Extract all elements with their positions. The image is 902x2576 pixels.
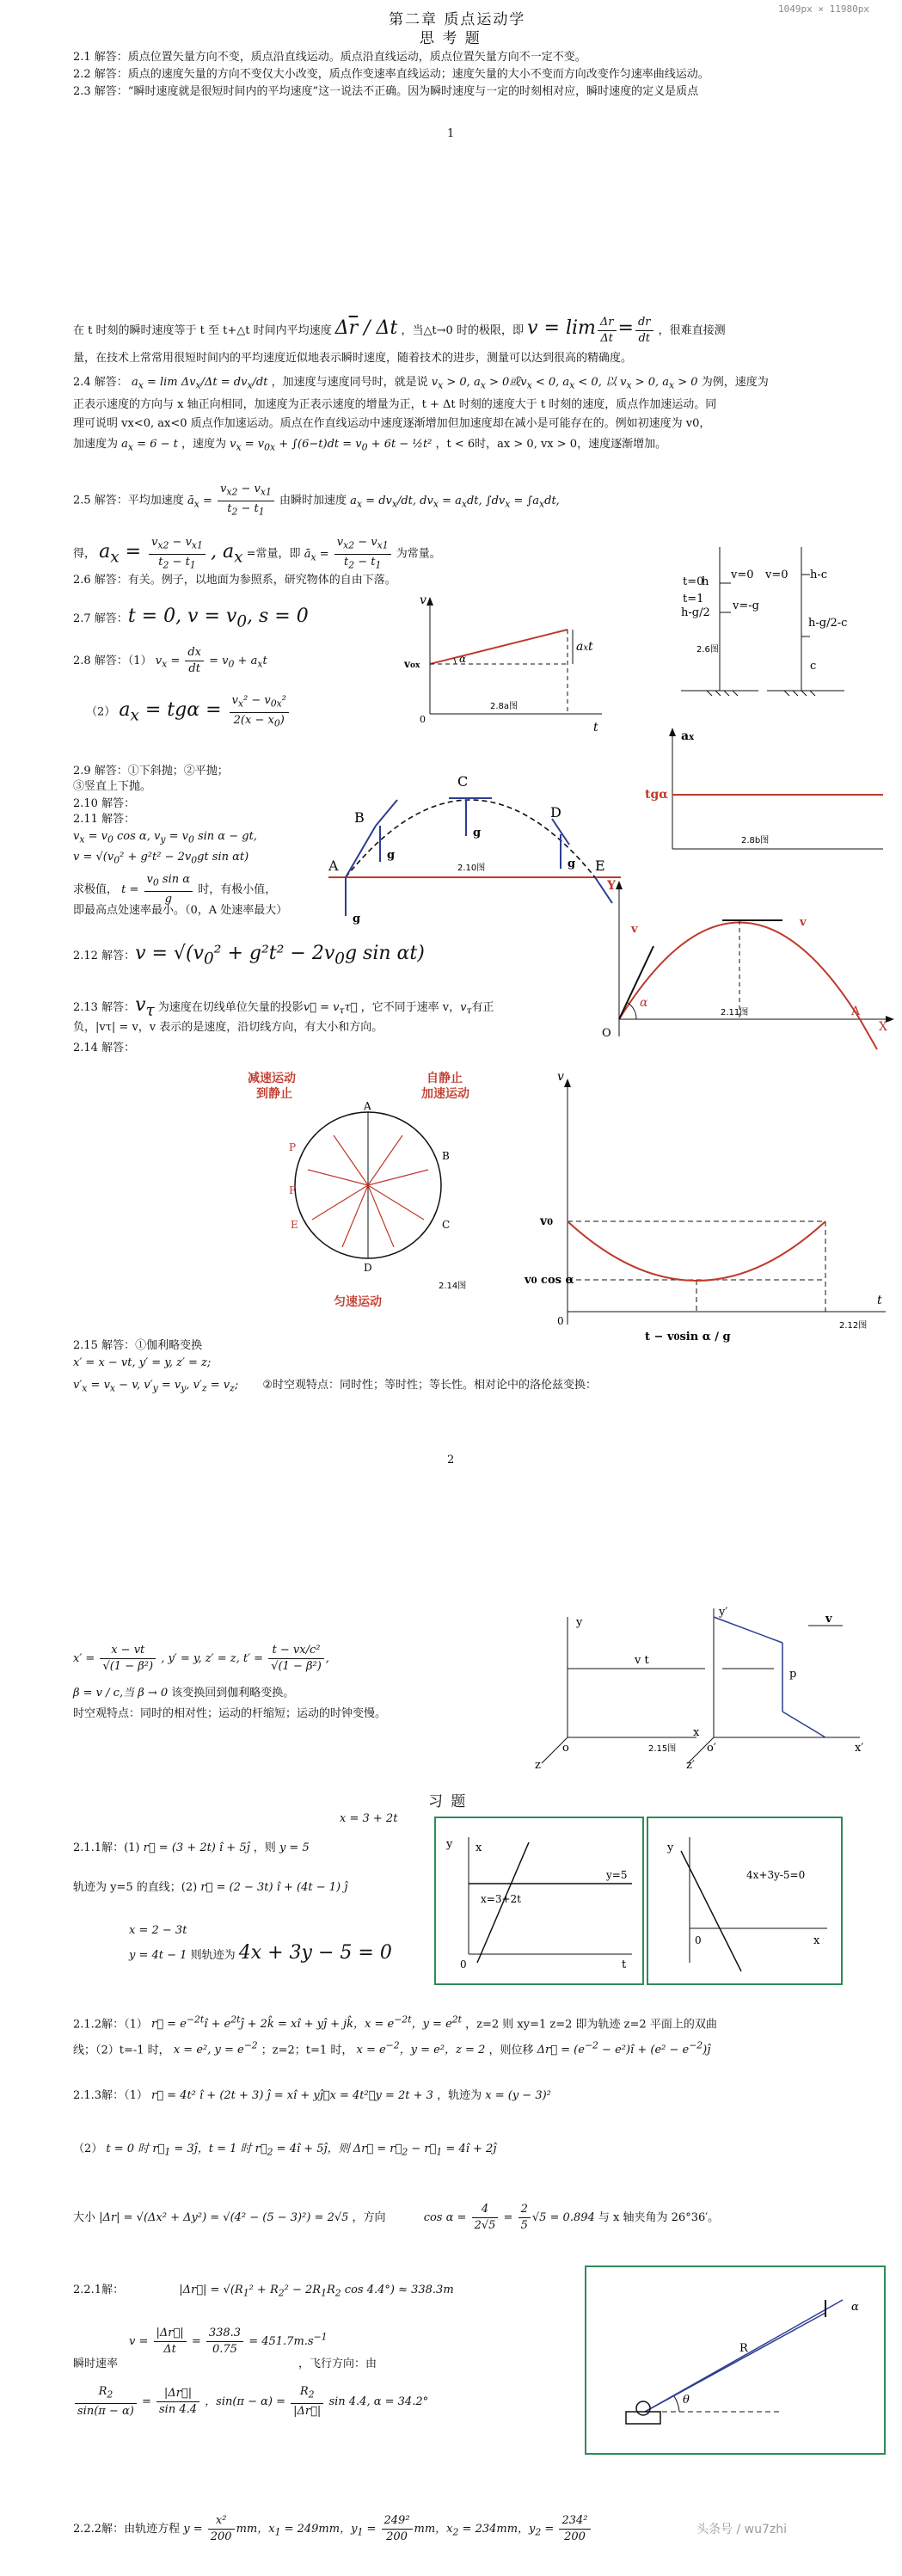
galilean-eq2: $v'_x = v_x - v$, $v'_y = v_y$, $v'_z = v_z$; ②时空观特点：同时性；等时性；等长性。相对论中的洛伦兹变换： — [73, 1379, 598, 1394]
svg-text:t: t — [593, 721, 598, 735]
svg-text:v0 cos α: v0 cos α — [525, 1274, 574, 1287]
svg-text:y=5: y=5 — [606, 1869, 628, 1881]
svg-text:4x+3y-5=0: 4x+3y-5=0 — [746, 1869, 806, 1881]
ex-2-2-1: 2.2.1解： |Δr⃗| = $√(R_1^2 + R_2^2 - 2R_1R_2$ cos 4.4°) ≈ 338.3m — [73, 2284, 454, 2299]
answer-2-3: 2.3 解答：“瞬时速度就是很短时间内的平均速度”这一说法不正确。因为瞬时速度与一定的时刻相对应，瞬时速度的定义是质点 — [73, 85, 699, 98]
svg-text:匀速运动: 匀速运动 — [334, 1295, 382, 1309]
figure-2-6 — [672, 540, 887, 704]
ex-2-1-1-x: x = 3 + 2t — [340, 1812, 398, 1825]
fig26-caption: 2.6图 — [696, 645, 719, 655]
answer-2-3-line2: 量，在技术上常常用很短时间内的平均速度近似地表示瞬时速度，随着技术的进步，测量可以达到很高的精确度。 — [73, 352, 633, 365]
ex-2-1-3-c: 大小 |Δr| = √(Δx² + Δy²) = √(4² − (5 − 3)²) = 2√5 ，方向 cos α = $\frac{4}{2√5}$ = $\frac{2}{5}$ √5 = 0.894 与 x 轴夹角为 26°36′。 — [73, 2203, 720, 2232]
answer-2-11-extremum: 求极值， t = $\frac{v_0 \sin \alpha}{g}$ 时，有极小值， — [73, 873, 277, 906]
answer-2-4-line3: 理可说明 vx<0, ax<0 质点作加速运动。质点在作直线运动中速度逐渐增加但加速度却在减小是可能存在的。例如初速度为 v0， — [73, 417, 711, 430]
ex-2-2-2: 2.2.2解：由轨迹方程 y = $\frac{\text{x²}}{200}$ mm，$x_1 = 249mm$，$y_1$ = $\frac{\text{249²}}{200}$ mm，$x_2 = 234mm$，$y_2$ = $\frac{\text{234²}}{200}$ — [73, 2513, 592, 2545]
svg-text:x=3+2t: x=3+2t — [481, 1893, 521, 1905]
svg-text:E: E — [595, 858, 605, 874]
answer-2-10: 2.10 解答： — [73, 797, 136, 810]
fig215-caption: 2.15图 — [648, 1744, 677, 1754]
svg-text:A: A — [364, 1100, 371, 1112]
answer-2-4-line2: 正表示速度的方向与 x 轴正向相同，加速度为正表示速度的增量为正，t + Δt 时刻的速度大于 t 时刻的速度，质点作加速运动。同 — [73, 398, 717, 411]
figure-2-11 — [602, 877, 894, 1049]
svg-text:x: x — [693, 1726, 700, 1739]
galilean-eq1: x′ = x − vt, y′ = y, z′ = z; — [73, 1356, 212, 1369]
svg-text:g: g — [568, 858, 576, 870]
svg-text:g: g — [387, 849, 396, 862]
answer-2-8-2: （2） $a_x = tg\alpha$ = $\frac{v_x^2 - v_{0x}^2}{2(x - x_0)}$ — [86, 693, 291, 731]
ex-2-1-1-y2: y = 4t − 1 则轨迹为 4x + 3y − 5 = 0 — [129, 1942, 392, 1964]
svg-text:tgα: tgα — [645, 788, 669, 802]
ex-2-1-3-b: （2） t = 0 时 $r⃗_1$ = 3ĵ，t = 1 时 $r⃗_2$ = 4î + 5ĵ，则 Δr⃗ = $r⃗_2$ − $r⃗_1$ = 4î + 2ĵ — [73, 2143, 497, 2158]
exercises-title: 习 题 — [428, 1793, 468, 1811]
size-badge: 1049px × 11980px — [778, 3, 869, 15]
figure-2-10 — [328, 774, 621, 963]
svg-text:v: v — [800, 916, 807, 929]
answer-2-4: 2.4 解答： $a_x = \lim \Delta v_x/\Delta t = dv_x/dt$ ，加速度与速度同号时，就是说 $v_x > 0$, $a_x > 0$或$v_x < 0$, $a_x < 0$, 以 $v_x > 0$, $a_x > 0$ 为例，速度为 — [73, 376, 769, 391]
fig26-vg: v=-g — [733, 599, 759, 612]
answer-2-2: 2.2 解答：质点的速度矢量的方向不变仅大小改变，质点作变速率直线运动；速度矢量的大小不变而方向改变作匀速率曲线运动。 — [73, 68, 709, 81]
svg-text:y: y — [446, 1838, 453, 1851]
svg-text:o′: o′ — [707, 1742, 716, 1755]
svg-text:0: 0 — [557, 1315, 564, 1327]
fig26-hg2: h-g/2 — [681, 606, 710, 619]
answer-2-5-line2: 得， $a_x$ = $\frac{v_{x2} - v_{x1}}{t_2 - t_1}$ , $a_x$ =常量，即 $ā_x$ = $\frac{v_{x2} - v_{x1}}{t_2 - t_1}$ 为常量。 — [73, 536, 441, 571]
answer-2-11-eq2: $v = √(v_0^2 + g^2t^2 - 2v_0gt$ sin αt) — [73, 851, 249, 866]
svg-text:Y: Y — [607, 879, 616, 893]
fig26-c: c — [810, 660, 817, 673]
svg-text:α: α — [640, 996, 648, 1010]
figure-2-12 — [525, 1067, 894, 1350]
fig26-hg2c: h-g/2-c — [808, 617, 848, 630]
svg-text:O: O — [602, 1027, 611, 1040]
fig26-h: h — [702, 575, 709, 588]
ex-2-1-1-b: 轨迹为 y=5 的直线；(2) r⃗ = (2 − 3t) î + (4t − 1) ĵ — [73, 1881, 348, 1894]
svg-text:v: v — [420, 593, 426, 607]
svg-text:v: v — [825, 1613, 832, 1626]
ex-2-1-3: 2.1.3解：（1） r⃗ = 4t² î + (2t + 3) ĵ = xî + yĵ，x = 4t²，y = 2t + 3 ，轨迹为 x = (y − 3)² — [73, 2089, 551, 2102]
svg-text:g: g — [353, 913, 361, 925]
svg-text:y: y — [667, 1841, 674, 1854]
svg-text:z′: z′ — [686, 1759, 695, 1772]
ex-2-1-2: 2.1.2解：（1） r⃗ = $e^{-2t}î$ + $e^{2t}ĵ$ + 2k̂ = xî + yĵ + jk̂，$x = e^{-2t}$，$y = e^{2t}$ ，z=2 则 xy=1 z=2 即为轨迹 z=2 平面上的双曲 — [73, 2014, 717, 2032]
svg-text:g: g — [473, 827, 482, 839]
svg-text:v t: v t — [635, 1654, 649, 1667]
ex-2-1-1: 2.1.1解：(1) r⃗ = (3 + 2t) î + 5ĵ ，则 y = 5 — [73, 1841, 310, 1854]
svg-text:t: t — [622, 1958, 627, 1971]
answer-2-14: 2.14 解答： — [73, 1042, 136, 1054]
chapter-title: 第二章 质点运动学 — [389, 11, 526, 28]
svg-text:axt: axt — [576, 640, 593, 654]
page-number-2: 2 — [447, 1454, 455, 1466]
svg-text:0: 0 — [695, 1934, 702, 1946]
svg-text:x: x — [476, 1841, 482, 1854]
svg-text:F: F — [289, 1184, 297, 1196]
figure-2-15 — [516, 1600, 886, 1772]
svg-text:R: R — [739, 2342, 748, 2355]
answer-2-7: 2.7 解答：t = 0, $v = v_0$, s = 0 — [73, 606, 309, 631]
figure-ex-2-1-1b — [647, 1817, 843, 1985]
answer-2-4-line4: 加速度为 $a_x = 6 - t$ ，速度为 $v_x = v_{0x} + \int(6-t)dt = v_0 + 6t$ − ½t² ，t < 6时，ax > 0, vx > 0，速度逐渐增加。 — [73, 438, 667, 453]
answer-2-6: 2.6 解答：有关。例子，以地面为参照系，研究物体的自由下落。 — [73, 574, 396, 587]
svg-text:o: o — [562, 1742, 569, 1755]
svg-text:y′: y′ — [719, 1606, 728, 1619]
answer-2-8: 2.8 解答：（1） $v_x$ = $\frac{dx}{dt}$ = $v_0 + a_xt$ — [73, 646, 267, 675]
svg-text:t − v0sin α / g: t − v0sin α / g — [645, 1331, 731, 1343]
answer-2-13: 2.13 解答：$v_\tau$ 为速度在切线单位矢量的投影v⃗ = $v_\tau\tau⃗$ ，它不同于速率 v，$v_\tau$有正 — [73, 994, 494, 1020]
answer-2-11: 2.11 解答： — [73, 813, 136, 826]
svg-text:A: A — [851, 1005, 861, 1018]
figure-ex-2-1-1a — [434, 1817, 644, 1985]
answer-2-3-cont: 在 t 时刻的瞬时速度等于 t 至 t+△t 时间内平均速度 $\Delta\overline{r}$ / Δt ，当△t→0 时的极限，即 v = lim $\frac{\Delta r}{\Delta t}$ = $\frac{dr}{dt}$ ，很难直接测 — [73, 316, 726, 345]
fig28a-caption: 2.8a图 — [490, 702, 518, 711]
svg-text:0: 0 — [420, 714, 426, 725]
svg-text:加速运动: 加速运动 — [421, 1087, 469, 1101]
svg-text:自静止: 自静止 — [426, 1072, 463, 1085]
answer-2-11-conclusion: 即最高点处速率最小。（0，A 处速率最大） — [73, 904, 288, 917]
svg-text:D: D — [364, 1262, 372, 1274]
figure-2-8a — [404, 593, 636, 735]
svg-text:P: P — [289, 1141, 297, 1153]
fig28b-caption: 2.8b图 — [741, 836, 770, 845]
svg-text:X: X — [879, 1020, 887, 1034]
ex-2-1-2-b: 线；（2）t=-1 时， x = e², $y = e^{-2}$ ；z=2；t=1 时， $x = e^{-2}$，y = e²，z = 2 ，则位移 Δr⃗ = ($e^{-2}$ − e²)î + $(e^2 - e^{-2})ĵ$ — [73, 2040, 711, 2057]
figure-2-8b — [647, 724, 896, 862]
ex-2-2-1-speed: 瞬时速率 ，飞行方向：由 — [73, 2358, 377, 2370]
svg-text:ax: ax — [681, 729, 695, 743]
figure-ex-2-2-1 — [585, 2266, 886, 2455]
svg-text:α: α — [851, 2301, 859, 2314]
fig212-caption: 2.12图 — [839, 1321, 868, 1331]
svg-text:x: x — [813, 1934, 820, 1947]
svg-text:B: B — [354, 809, 365, 826]
svg-text:0: 0 — [460, 1958, 467, 1970]
svg-text:减速运动: 减速运动 — [248, 1072, 296, 1085]
relativity-spacetime: 时空观特点：同时的相对性；运动的杆缩短；运动的时钟变慢。 — [73, 1707, 387, 1720]
answer-2-9-2: ③竖直上下抛。 — [73, 780, 152, 793]
ex-2-1-1-x2: x = 2 − 3t — [129, 1924, 187, 1937]
svg-text:α: α — [459, 653, 467, 665]
svg-text:C: C — [442, 1219, 451, 1231]
fig26-v00: v=0 — [765, 569, 788, 581]
svg-text:z: z — [535, 1759, 541, 1772]
watermark: 头条号 / wu7zhi — [696, 2523, 787, 2536]
fig26-hmc: h-c — [810, 569, 828, 581]
svg-text:x′: x′ — [855, 1742, 864, 1755]
answer-2-13-line2: 负，|vτ| = v，v 表示的是速度，沿切线方向，有大小和方向。 — [73, 1021, 384, 1034]
answer-2-9: 2.9 解答：①下斜抛；②平抛； — [73, 765, 229, 778]
svg-text:到静止: 到静止 — [256, 1087, 292, 1101]
answer-2-12: 2.12 解答：$v = √(v_0^2 + g^2t^2 - 2v_0g$ sin αt) — [73, 943, 425, 968]
lorentz-eq: x′ = $\frac{x - vt}{\text{√(1 − β²)}}$ , y′ = y, z′ = z, t′ = $\frac{\text{t − vx/c²}}{\text{√(1 − β²)}}$ , — [73, 1644, 329, 1673]
page-number-1: 1 — [447, 127, 455, 140]
svg-text:v0: v0 — [540, 1214, 554, 1228]
svg-text:v: v — [557, 1070, 564, 1084]
answer-2-1: 2.1 解答：质点位置矢量方向不变，质点沿直线运动。质点沿直线运动，质点位置矢量方向不一定不变。 — [73, 51, 586, 64]
fig214-caption: 2.14图 — [439, 1282, 467, 1291]
answer-2-15: 2.15 解答：①伽利略变换 — [73, 1339, 203, 1352]
svg-text:p: p — [789, 1668, 797, 1681]
lorentz-beta: β = v / c,当 β → 0 该变换回到伽利略变换。 — [73, 1687, 295, 1700]
svg-text:v: v — [631, 923, 638, 936]
svg-text:D: D — [550, 804, 561, 821]
fig26-t1: t=1 — [683, 593, 704, 606]
svg-text:C: C — [457, 773, 469, 790]
svg-text:θ: θ — [683, 2394, 690, 2407]
section-title: 思 考 题 — [420, 30, 482, 47]
fig26-t0: t=0 — [683, 575, 704, 588]
fig26-v0: v=0 — [731, 569, 754, 581]
figure-2-14 — [239, 1056, 506, 1314]
fig210-caption: 2.10图 — [457, 864, 486, 873]
ex-2-2-1-v: v = $\frac{|\Delta r⃗|}{\Delta t}$ = $\frac{338.3}{0.75}$ = $451.7m.s^{-1}$ — [129, 2327, 328, 2356]
answer-2-11-eq1: $v_x = v_0$ cos α, $v_y = v_0$ sin α − gt, — [73, 830, 257, 845]
svg-text:vox: vox — [404, 658, 420, 670]
ex-2-2-1-sine: $\frac{R_2}{\sin(\pi - \alpha)}$ = $\frac{|\Delta r⃗|}{\sin 4.4}$ ，sin(π − α) = $\frac{R_2}{|\Delta r⃗|}$ sin 4.4, α = 34.2° — [73, 2384, 428, 2419]
svg-text:E: E — [291, 1219, 298, 1231]
svg-text:A: A — [328, 858, 339, 874]
answer-2-5: 2.5 解答：平均加速度 $ā_x$ = $\frac{v_{x2} - v_{x1}}{t_2 - t_1}$ 由瞬时加速度 $a_x = dv_x/dt$, $dv_x = a_xdt$, $\int dv_x = \int a_xdt$, — [73, 483, 560, 518]
svg-text:y: y — [576, 1616, 583, 1629]
svg-text:t: t — [877, 1294, 882, 1307]
fig211-caption: 2.11图 — [721, 1008, 749, 1017]
svg-text:B: B — [442, 1150, 450, 1162]
